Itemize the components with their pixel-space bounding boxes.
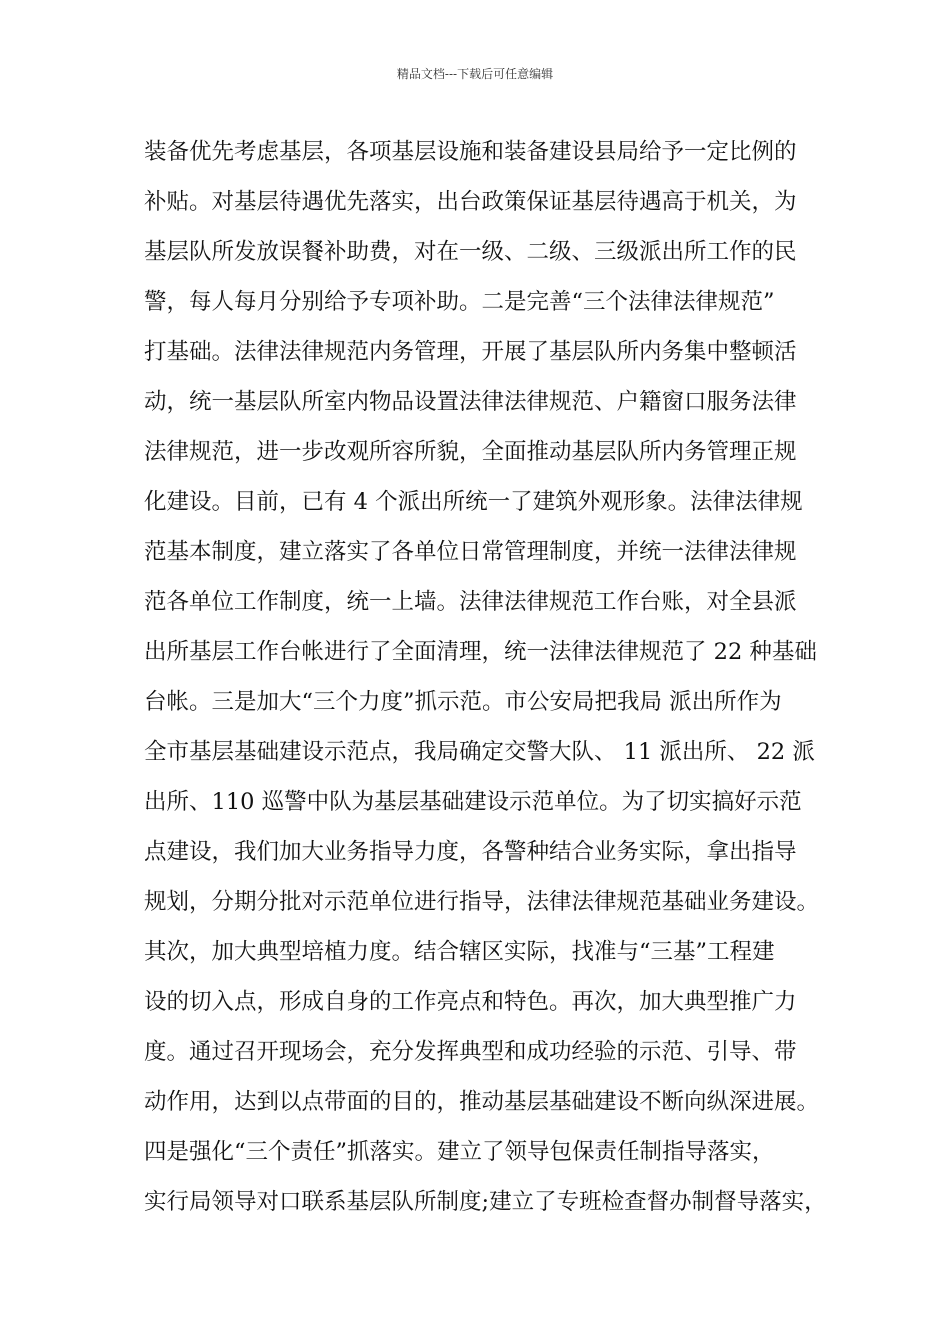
text-line: 动作用，达到以点带面的目的，推动基层基础建设不断向纵深进展。 bbox=[144, 1089, 820, 1115]
text-line: 出所基层工作台帐进行了全面清理，统一法律法律规范了 22 种基础 bbox=[144, 639, 817, 665]
text-line: 装备优先考虑基层，各项基层设施和装备建设县局给予一定比例的 bbox=[144, 139, 797, 165]
text-line: 打基础。法律法律规范内务管理，开展了基层队所内务集中整顿活 bbox=[144, 339, 797, 365]
text-line: 度。通过召开现场会，充分发挥典型和成功经验的示范、引导、带 bbox=[144, 1039, 797, 1065]
text-line: 法律规范，进一步改观所容所貌，全面推动基层队所内务管理正规 bbox=[144, 439, 797, 465]
text-line: 四是强化“三个责任”抓落实。建立了领导包保责任制指导落实， bbox=[144, 1139, 775, 1165]
text-line: 全市基层基础建设示范点，我局确定交警大队、 11 派出所、 22 派 bbox=[144, 739, 815, 765]
text-line: 范各单位工作制度，统一上墙。法律法律规范工作台账，对全县派 bbox=[144, 589, 797, 615]
text-line: 设的切入点，形成自身的工作亮点和特色。再次，加大典型推广力 bbox=[144, 989, 797, 1015]
text-line: 范基本制度，建立落实了各单位日常管理制度，并统一法律法律规 bbox=[144, 539, 797, 565]
text-line: 出所、110 巡警中队为基层基础建设示范单位。为了切实搞好示范 bbox=[144, 789, 802, 815]
text-line: 实行局领导对口联系基层队所制度;建立了专班检查督办制督导落实， bbox=[144, 1189, 827, 1215]
body-text bbox=[144, 130, 844, 1230]
text-line: 其次，加大典型培植力度。结合辖区实际，找准与“三基”工程建 bbox=[144, 939, 775, 965]
text-line: 动，统一基层队所室内物品设置法律法律规范、户籍窗口服务法律 bbox=[144, 389, 797, 415]
text-line: 台帐。三是加大“三个力度”抓示范。市公安局把我局 派出所作为 bbox=[144, 689, 782, 715]
text-line: 补贴。对基层待遇优先落实，出台政策保证基层待遇高于机关，为 bbox=[144, 189, 797, 215]
text-line: 点建设，我们加大业务指导力度，各警种结合业务实际，拿出指导 bbox=[144, 839, 797, 865]
text-line: 基层队所发放误餐补助费，对在一级、二级、三级派出所工作的民 bbox=[144, 239, 797, 265]
text-line: 化建设。目前，已有 4 个派出所统一了建筑外观形象。法律法律规 bbox=[144, 489, 803, 515]
text-line: 规划，分期分批对示范单位进行指导，法律法律规范基础业务建设。 bbox=[144, 889, 820, 915]
text-line: 警，每人每月分别给予专项补助。二是完善“三个法律法律规范” bbox=[144, 289, 775, 315]
page-header: 精品文档---下载后可任意编辑 bbox=[396, 67, 554, 81]
